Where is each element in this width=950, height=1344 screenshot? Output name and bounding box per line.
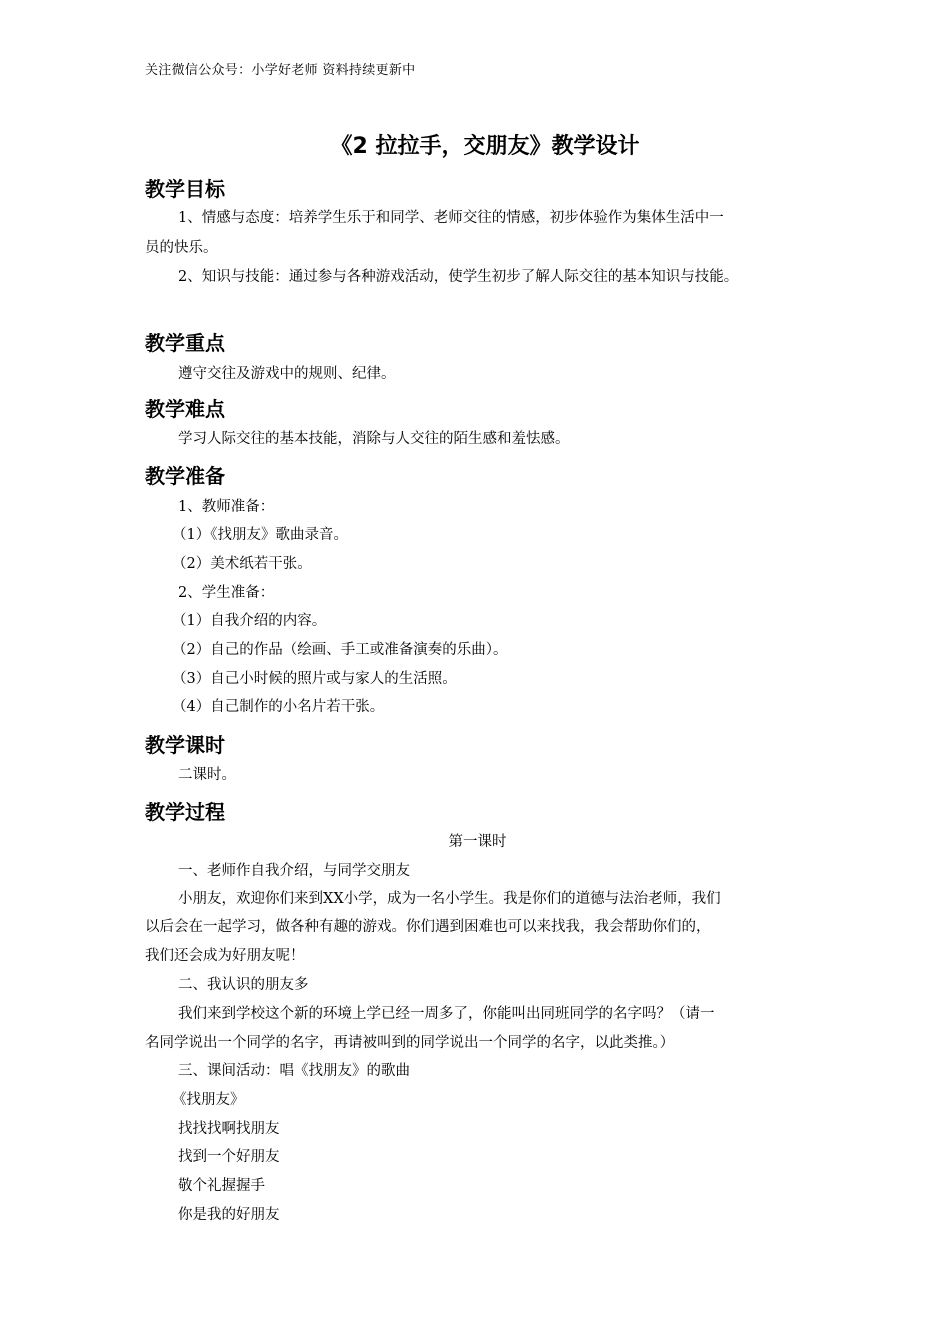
preparation-line: （4）自己制作的小名片若干张。 xyxy=(172,699,385,715)
difficulties-line: 学习人际交往的基本技能，消除与人交往的陌生感和羞怯感。 xyxy=(178,431,570,447)
preparation-line: （2）自己的作品（绘画、手工或准备演奏的乐曲）。 xyxy=(172,642,508,658)
process-line: 我们还会成为好朋友呢！ xyxy=(145,948,305,964)
song-title: 《找朋友》 xyxy=(172,1092,245,1108)
section-heading-preparation: 教学准备 xyxy=(145,464,225,488)
key-points-line: 遵守交往及游戏中的规则、纪律。 xyxy=(178,366,396,382)
section-heading-process: 教学过程 xyxy=(145,800,225,824)
preparation-line: （2）美术纸若干张。 xyxy=(172,556,312,572)
process-line: 以后会在一起学习，做各种有趣的游戏。你们遇到困难也可以来找我，我会帮助你们的， xyxy=(145,919,711,935)
preparation-line: （3）自己小时候的照片或与家人的生活照。 xyxy=(172,671,457,687)
document-title: 《2 拉拉手，交朋友》教学设计 xyxy=(330,134,640,159)
preparation-line: （1）自我介绍的内容。 xyxy=(172,613,327,629)
process-line: 二、我认识的朋友多 xyxy=(178,977,309,993)
preparation-line: 2、学生准备： xyxy=(178,585,275,601)
process-line: 名同学说出一个同学的名字，再请被叫到的同学说出一个同学的名字，以此类推。） xyxy=(145,1035,675,1051)
song-lyric-line: 找到一个好朋友 xyxy=(178,1149,280,1165)
song-lyric-line: 敬个礼握握手 xyxy=(178,1178,265,1194)
section-heading-class-hours: 教学课时 xyxy=(145,733,225,757)
process-line: 我们来到学校这个新的环境上学已经一周多了，你能叫出同班同学的名字吗？（请一 xyxy=(178,1006,715,1022)
section-heading-difficulties: 教学难点 xyxy=(145,397,225,421)
goals-line: 2、知识与技能：通过参与各种游戏活动，使学生初步了解人际交往的基本知识与技能。 xyxy=(178,269,739,285)
song-lyric-line: 你是我的好朋友 xyxy=(178,1207,280,1223)
session-label: 第一课时 xyxy=(448,834,507,850)
header-note: 关注微信公众号：小学好老师 资料持续更新中 xyxy=(145,63,416,78)
process-line: 三、课间活动：唱《找朋友》的歌曲 xyxy=(178,1063,410,1079)
section-heading-key-points: 教学重点 xyxy=(145,331,225,355)
goals-line: 员的快乐。 xyxy=(145,240,218,256)
preparation-line: （1）《找朋友》歌曲录音。 xyxy=(172,527,348,543)
class-hours-line: 二课时。 xyxy=(178,767,236,783)
section-heading-goals: 教学目标 xyxy=(145,177,225,201)
process-line: 一、老师作自我介绍，与同学交朋友 xyxy=(178,863,410,879)
process-line: 小朋友，欢迎你们来到XX小学，成为一名小学生。我是你们的道德与法治老师，我们 xyxy=(178,891,721,907)
song-lyric-line: 找找找啊找朋友 xyxy=(178,1121,280,1137)
goals-line: 1、情感与态度：培养学生乐于和同学、老师交往的情感，初步体验作为集体生活中一 xyxy=(178,210,724,226)
preparation-line: 1、教师准备： xyxy=(178,499,275,515)
